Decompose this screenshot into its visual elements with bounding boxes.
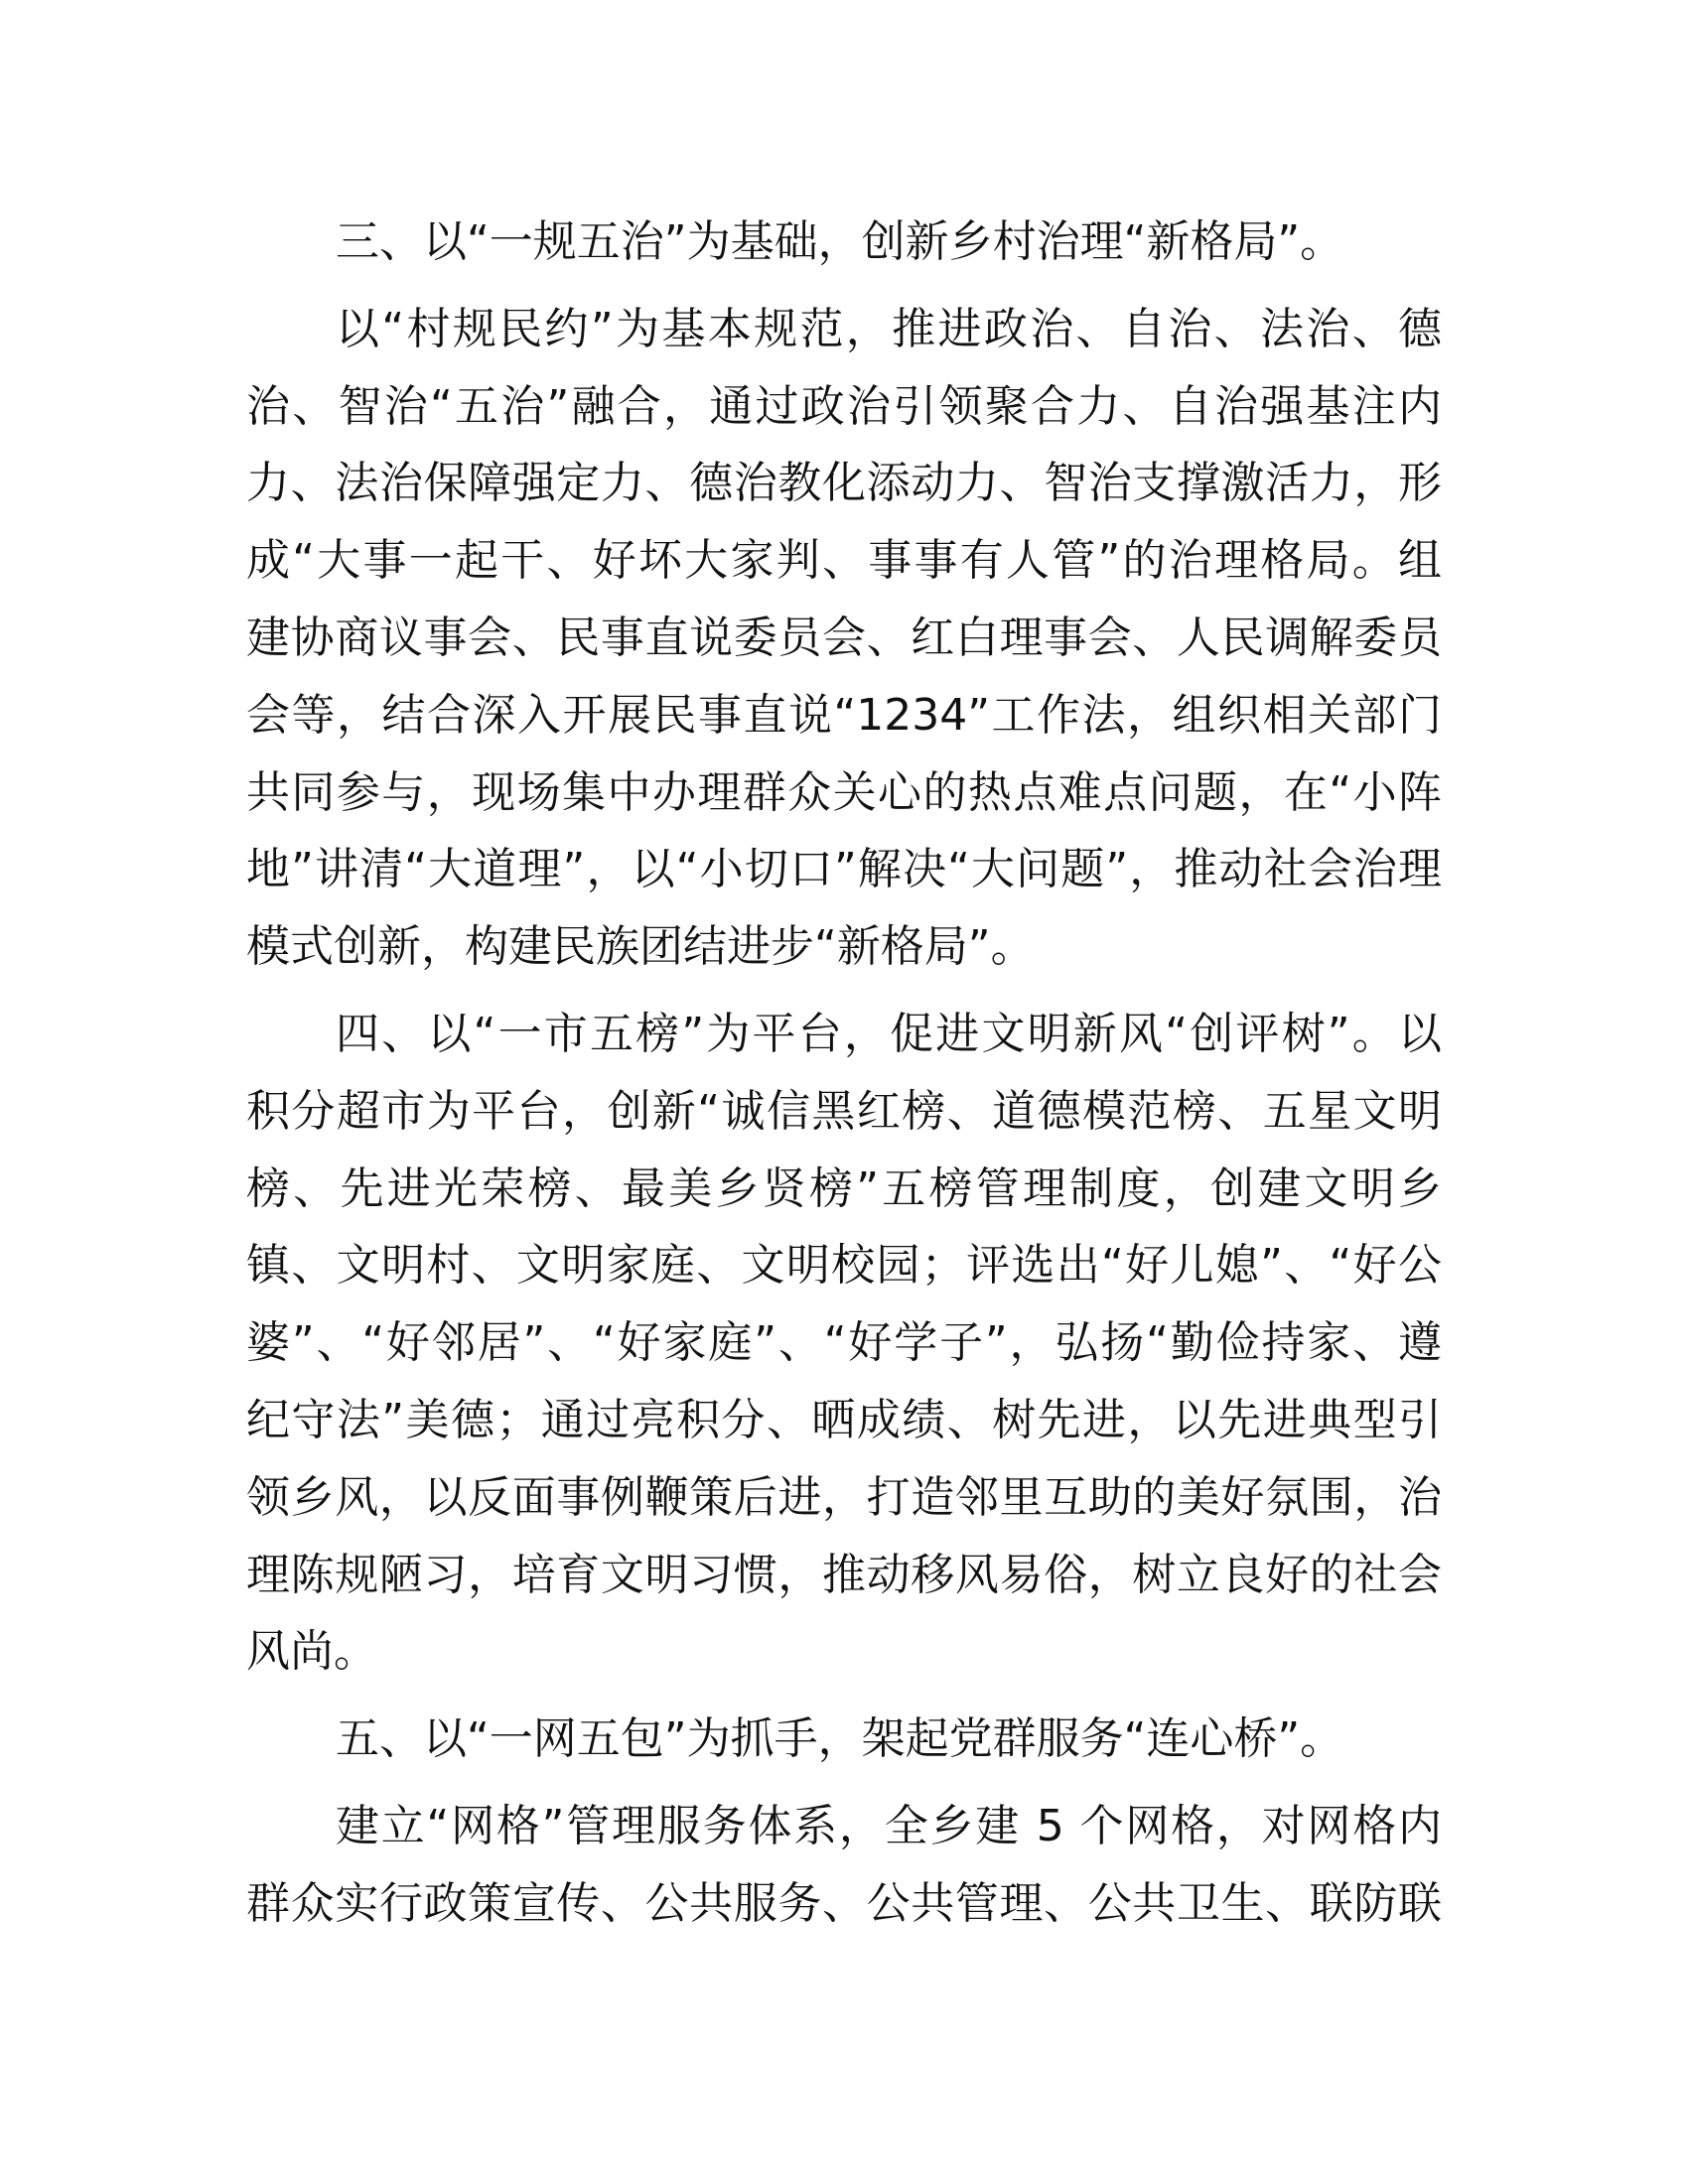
text-line: 积分超市为平台，创新“诚信黑红榜、道德模范榜、五星文明 [246, 1085, 1442, 1137]
paragraph-grid-service [246, 1788, 1442, 1943]
text-line: 建立“网格”管理服务体系，全乡建 5 个网格，对网格内 [336, 1800, 1442, 1851]
text-line: 风尚。 [246, 1626, 377, 1678]
text-line: 理陈规陋习，培育文明习惯，推动移风易俗，树立良好的社会 [246, 1549, 1442, 1600]
text-line: 纪守法”美德；通过亮积分、晒成绩、树先进，以先进典型引 [246, 1394, 1442, 1445]
text-line: 模式创新，构建民族团结进步“新格局”。 [246, 921, 1035, 973]
text-line: 以“村规民约”为基本规范，推进政治、自治、法治、德 [336, 303, 1442, 354]
text-line: 会等，结合深入开展民事直说“1234”工作法，组织相关部门 [246, 689, 1442, 741]
text-line: 共同参与，现场集中办理群众关心的热点难点问题，在“小阵 [246, 766, 1442, 818]
text-line: 三、以“一规五治”为基础，创新乡村治理“新格局”。 [336, 216, 1344, 267]
text-line: 力、法治保障强定力、德治教化添动力、智治支撑激活力，形 [246, 458, 1442, 509]
text-line: 榜、先进光荣榜、最美乡贤榜”五榜管理制度，创建文明乡 [246, 1162, 1442, 1214]
text-line: 群众实行政策宣传、公共服务、公共管理、公共卫生、联防联 [246, 1877, 1442, 1929]
text-line: 建协商议事会、民事直说委员会、红白理事会、人民调解委员 [246, 612, 1442, 663]
text-line: 五、以“一网五包”为抓手，架起党群服务“连心桥”。 [336, 1713, 1344, 1765]
text-line: 领乡风，以反面事例鞭策后进，打造邻里互助的美好氛围，治 [246, 1471, 1442, 1523]
text-line: 婆”、“好邻居”、“好家庭”、“好学子”，弘扬“勤俭持家、遵 [246, 1317, 1442, 1369]
section-heading-five [246, 1701, 1442, 1778]
text-line: 成“大事一起干、好坏大家判、事事有人管”的治理格局。组 [246, 535, 1442, 587]
section-heading-three [246, 204, 1442, 281]
text-line: 治、智治“五治”融合，通过政治引领聚合力、自治强基注内 [246, 380, 1442, 432]
text-line: 镇、文明村、文明家庭、文明校园；评选出“好儿媳”、“好公 [246, 1240, 1442, 1292]
paragraph-village-governance [246, 291, 1442, 986]
text-line: 地”讲清“大道理”，以“小切口”解决“大问题”，推动社会治理 [246, 844, 1442, 895]
text-line: 四、以“一市五榜”为平台，促进文明新风“创评树”。以 [336, 1008, 1442, 1059]
document-body [246, 204, 1442, 1943]
paragraph-civilization [246, 996, 1442, 1691]
